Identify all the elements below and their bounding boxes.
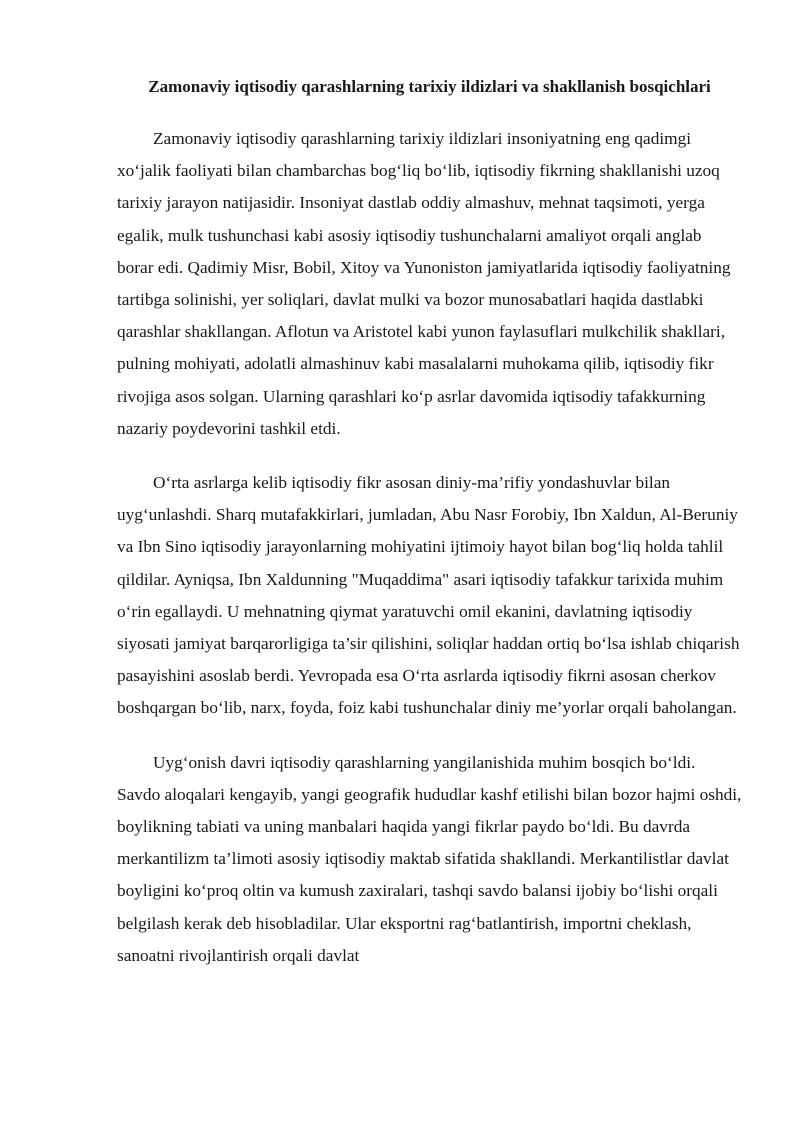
paragraph-ancient-roots: Zamonaviy iqtisodiy qarashlarning tarixiy ildizlari insoniyatning eng qadimgi xo‘jalik faoliyati bilan chambarchas bog‘liq bo‘lib, iqtisodiy fikrning shakllanishi uzoq tarixiy jarayon natijasidir. Insoniyat dastlab oddiy almashuv, mehnat taqsimoti, yerga egalik, mulk tushunchasi kabi asosiy iqtisodiy tushunchalarni amaliyot orqali anglab borar edi. Qadimiy Misr, Bobil, Xitoy va Yunoniston jamiyatlarida iqtisodiy faoliyatning tartibga solinishi, yer soliqlari, davlat mulki va bozor munosabatlari haqida dastlabki qarashlar shakllangan. Aflotun va Aristotel kabi yunon faylasuflari mulkchilik shakllari, pulning mohiyati, adolatli almashinuv kabi masalalarni muhokama qilib, iqtisodiy fikr rivojiga asos solgan. Ularning qarashlari ko‘p asrlar davomida iqtisodiy tafakkurning nazariy poydevorini tashkil etdi.	[117, 129, 731, 438]
paragraph-middle-ages: O‘rta asrlarga kelib iqtisodiy fikr asosan diniy-ma’rifiy yondashuvlar bilan uyg‘unlashdi. Sharq mutafakkirlari, jumladan, Abu Nasr Forobiy, Ibn Xaldun, Al-Beruniy va Ibn Sino iqtisodiy jarayonlarning mohiyatini ijtimoiy hayot bilan bog‘liq holda tahlil qildilar. Ayniqsa, Ibn Xaldunning "Muqaddima" asari iqtisodiy tafakkur tarixida muhim o‘rin egallaydi. U mehnatning qiymat yaratuvchi omil ekanini, davlatning iqtisodiy siyosati jamiyat barqarorligiga ta’sir qilishini, soliqlar haddan ortiq bo‘lsa ishlab chiqarish pasayishini asoslab berdi. Yevropada esa O‘rta asrlarda iqtisodiy fikrni asosan cherkov boshqargan bo‘lib, narx, foyda, foiz kabi tushunchalar diniy me’yorlar orqali baholangan.	[117, 473, 740, 718]
paragraph-renaissance: Uyg‘onish davri iqtisodiy qarashlarning yangilanishida muhim bosqich bo‘ldi. Savdo aloqalari kengayib, yangi geografik hududlar kashf etilishi bilan bozor hajmi oshdi, boylikning tabiati va uning manbalari haqida yangi fikrlar paydo bo‘ldi. Bu davrda merkantilizm ta’limoti asosiy iqtisodiy maktab sifatida shakllandi. Merkantilistlar davlat boyligini ko‘proq oltin va kumush zaxiralari, tashqi savdo balansi ijobiy bo‘lishi orqali belgilash kerak deb hisobladilar. Ular eksportni rag‘batlantirish, importni cheklash, sanoatni rivojlantirish orqali davlat	[117, 752, 742, 965]
document-title: Zamonaviy iqtisodiy qarashlarning tarixiy ildizlari va shakllanish bosqichlari	[148, 77, 711, 96]
document-page	[117, 74, 742, 972]
